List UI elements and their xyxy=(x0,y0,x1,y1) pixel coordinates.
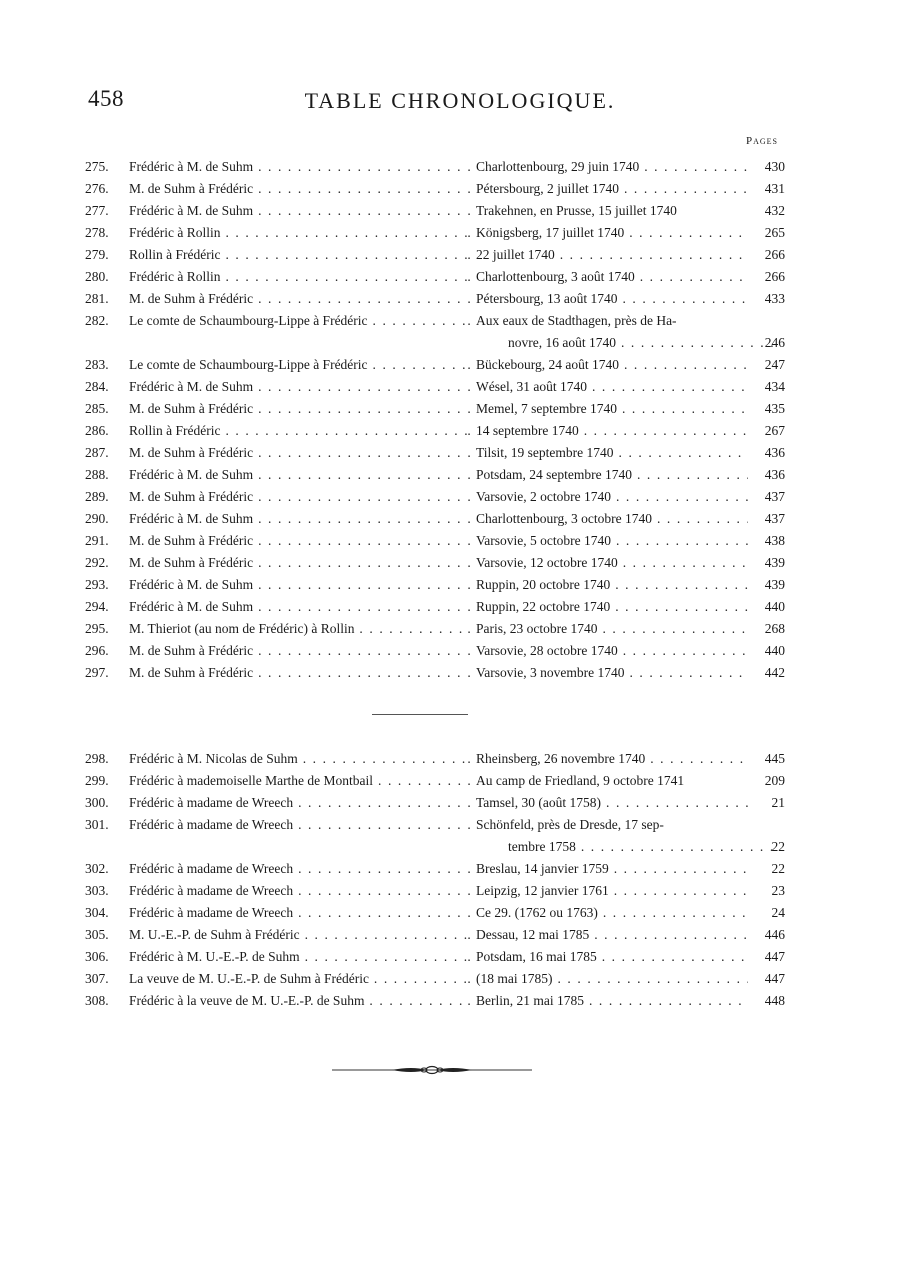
leader-dot: . xyxy=(467,751,471,766)
table-row xyxy=(85,990,785,1012)
page-ref: 23 xyxy=(771,883,785,898)
place-date: Tamsel, 30 (août 1758) . . . xyxy=(476,792,748,814)
place-date: Charlottenbourg, 3 octobre 1740 . . . xyxy=(476,508,748,530)
place-date: Pétersbourg, 13 août 1740 . . . xyxy=(476,288,748,310)
correspondents: Frédéric à madame de Wreech . . . xyxy=(129,858,467,880)
place-date: Schönfeld, près de Dresde, 17 sep- xyxy=(476,817,664,832)
table-row xyxy=(85,508,785,530)
table-row xyxy=(85,662,785,684)
place-date: Aux eaux de Stadthagen, près de Ha- xyxy=(476,313,677,328)
table-row xyxy=(85,288,785,310)
place-date-continuation: tembre 1758 . . . xyxy=(476,836,778,858)
page-ref: 266 xyxy=(764,269,785,284)
table-row xyxy=(85,770,785,792)
page-ref: 447 xyxy=(764,971,785,986)
leader-dot: . xyxy=(467,817,471,832)
place-date: Bückebourg, 24 août 1740 . . . xyxy=(476,354,748,376)
leader-dot: . xyxy=(467,883,471,898)
leader-dot: . xyxy=(467,773,471,788)
table-row xyxy=(85,574,785,596)
table-row-continuation xyxy=(85,836,785,858)
place-date: Tilsit, 19 septembre 1740 . . . xyxy=(476,442,748,464)
correspondents: M. U.-E.-P. de Suhm à Frédéric . . . xyxy=(129,924,467,946)
place-date: Ruppin, 22 octobre 1740 . . . xyxy=(476,596,748,618)
letter-number: 279. xyxy=(85,247,109,262)
place-date: Charlottenbourg, 29 juin 1740 . . . xyxy=(476,156,748,178)
leader-dot: . xyxy=(467,181,471,196)
table-row xyxy=(85,902,785,924)
letter-number: 276. xyxy=(85,181,109,196)
place-date: Memel, 7 septembre 1740 . . . xyxy=(476,398,748,420)
page-ref: 433 xyxy=(764,291,785,306)
table-row xyxy=(85,530,785,552)
page-ref: 246 xyxy=(764,335,785,350)
correspondents: Frédéric à la veuve de M. U.-E.-P. de Suhm . . . xyxy=(129,990,467,1012)
leader-dot: . xyxy=(467,511,471,526)
page-ref: 435 xyxy=(764,401,785,416)
leader-dot: . xyxy=(467,795,471,810)
correspondents: Rollin à Frédéric . . . xyxy=(129,420,467,442)
place-date-continuation: novre, 16 août 1740 . . . xyxy=(476,332,778,354)
page-ref: 440 xyxy=(764,643,785,658)
correspondents: Frédéric à M. de Suhm . . . xyxy=(129,508,467,530)
leader-dot: . xyxy=(467,159,471,174)
leader-dot: . xyxy=(467,269,471,284)
letter-number: 299. xyxy=(85,773,109,788)
table-row xyxy=(85,640,785,662)
letter-number: 303. xyxy=(85,883,109,898)
table-row xyxy=(85,354,785,376)
leader-dot: . xyxy=(467,533,471,548)
letter-number: 301. xyxy=(85,817,109,832)
place-date: Charlottenbourg, 3 août 1740 . . . xyxy=(476,266,748,288)
place-date: Königsberg, 17 juillet 1740 . . . xyxy=(476,222,748,244)
correspondents: Frédéric à M. de Suhm . . . xyxy=(129,574,467,596)
table-row xyxy=(85,792,785,814)
place-date: Potsdam, 16 mai 1785 . . . xyxy=(476,946,748,968)
table-row xyxy=(85,420,785,442)
page-ref: 247 xyxy=(764,357,785,372)
page-ref: 24 xyxy=(771,905,785,920)
leader-dot: . xyxy=(467,927,471,942)
leader-dot: . xyxy=(467,313,471,328)
leader-dot: . xyxy=(467,203,471,218)
correspondents: Frédéric à madame de Wreech . . . xyxy=(129,792,467,814)
place-date: Varsovie, 5 octobre 1740 . . . xyxy=(476,530,748,552)
ornament-icon xyxy=(332,1062,532,1078)
correspondents: M. de Suhm à Frédéric . . . xyxy=(129,178,467,200)
page-title: TABLE CHRONOLOGIQUE. xyxy=(304,88,616,113)
page-ref: 448 xyxy=(764,993,785,1008)
letter-number: 292. xyxy=(85,555,109,570)
letter-number: 278. xyxy=(85,225,109,240)
place-date: Trakehnen, en Prusse, 15 juillet 1740 xyxy=(476,203,677,218)
place-date: Dessau, 12 mai 1785 . . . xyxy=(476,924,748,946)
table-row-continuation xyxy=(85,332,785,354)
entries-block-2 xyxy=(85,748,785,1012)
table-row xyxy=(85,814,785,836)
letter-number: 290. xyxy=(85,511,109,526)
letter-number: 297. xyxy=(85,665,109,680)
leader-dot: . xyxy=(467,621,471,636)
correspondents: Rollin à Frédéric . . . xyxy=(129,244,467,266)
table-row xyxy=(85,222,785,244)
letter-number: 307. xyxy=(85,971,109,986)
place-date: Ruppin, 20 octobre 1740 . . . xyxy=(476,574,748,596)
letter-number: 289. xyxy=(85,489,109,504)
leader-dot: . xyxy=(467,489,471,504)
page-ref: 430 xyxy=(764,159,785,174)
place-date: Pétersbourg, 2 juillet 1740 . . . xyxy=(476,178,748,200)
place-date: Leipzig, 12 janvier 1761 . . . xyxy=(476,880,748,902)
page-ref: 442 xyxy=(764,665,785,680)
table-row xyxy=(85,310,785,332)
leader-dot: . xyxy=(467,905,471,920)
place-date: Varsovie, 3 novembre 1740 . . . xyxy=(476,662,748,684)
place-date: Ce 29. (1762 ou 1763) . . . xyxy=(476,902,748,924)
correspondents: Frédéric à madame de Wreech . . . xyxy=(129,880,467,902)
letter-number: 298. xyxy=(85,751,109,766)
letter-number: 293. xyxy=(85,577,109,592)
leader-dot: . xyxy=(467,225,471,240)
place-date: Varsovie, 28 octobre 1740 . . . xyxy=(476,640,748,662)
page-ref: 21 xyxy=(771,795,785,810)
table-row xyxy=(85,244,785,266)
correspondents: Frédéric à madame de Wreech . . . xyxy=(129,814,467,836)
table-row xyxy=(85,946,785,968)
letter-number: 277. xyxy=(85,203,109,218)
table-row xyxy=(85,398,785,420)
pages-column-label: Pages xyxy=(746,135,779,147)
correspondents: M. de Suhm à Frédéric . . . xyxy=(129,398,467,420)
correspondents: Le comte de Schaumbourg-Lippe à Frédéric . . . xyxy=(129,310,467,332)
page-ref: 431 xyxy=(764,181,785,196)
letter-number: 282. xyxy=(85,313,109,328)
leader-dot: . xyxy=(467,445,471,460)
correspondents: Frédéric à madame de Wreech . . . xyxy=(129,902,467,924)
table-row xyxy=(85,178,785,200)
table-row xyxy=(85,748,785,770)
table-row xyxy=(85,618,785,640)
correspondents: Frédéric à M. U.-E.-P. de Suhm . . . xyxy=(129,946,467,968)
letter-number: 306. xyxy=(85,949,109,964)
table-row xyxy=(85,464,785,486)
letter-number: 281. xyxy=(85,291,109,306)
table-row xyxy=(85,596,785,618)
leader-dot: . xyxy=(467,467,471,482)
leader-dot: . xyxy=(467,379,471,394)
letter-number: 305. xyxy=(85,927,109,942)
page-ref: 436 xyxy=(764,445,785,460)
letter-number: 285. xyxy=(85,401,109,416)
page-ref: 22 xyxy=(771,839,785,854)
letter-number: 284. xyxy=(85,379,109,394)
table-row xyxy=(85,200,785,222)
leader-dot: . xyxy=(467,423,471,438)
table-row xyxy=(85,156,785,178)
correspondents: M. Thieriot (au nom de Frédéric) à Rollin . . . xyxy=(129,618,467,640)
letter-number: 291. xyxy=(85,533,109,548)
place-date: Wésel, 31 août 1740 . . . xyxy=(476,376,748,398)
entries-block-1 xyxy=(85,156,785,684)
page-ref: 22 xyxy=(771,861,785,876)
leader-dot: . xyxy=(467,555,471,570)
place-date: Au camp de Friedland, 9 octobre 1741 xyxy=(476,773,685,788)
leader-dot: . xyxy=(467,357,471,372)
page-ref: 439 xyxy=(764,577,785,592)
letter-number: 280. xyxy=(85,269,109,284)
place-date: (18 mai 1785) . . . xyxy=(476,968,748,990)
page-number: 458 xyxy=(88,86,124,111)
page-ref: 438 xyxy=(764,533,785,548)
place-date: Breslau, 14 janvier 1759 . . . xyxy=(476,858,748,880)
page-ref: 440 xyxy=(764,599,785,614)
place-date: Varsovie, 12 octobre 1740 . . . xyxy=(476,552,748,574)
correspondents: M. de Suhm à Frédéric . . . xyxy=(129,552,467,574)
table-row xyxy=(85,880,785,902)
page-ref: 437 xyxy=(764,489,785,504)
leader-dot: . xyxy=(467,291,471,306)
correspondents: La veuve de M. U.-E.-P. de Suhm à Frédéric . . . xyxy=(129,968,467,990)
page-ref: 445 xyxy=(764,751,785,766)
table-row xyxy=(85,442,785,464)
page-ref: 447 xyxy=(764,949,785,964)
table-row xyxy=(85,266,785,288)
letter-number: 294. xyxy=(85,599,109,614)
correspondents: M. de Suhm à Frédéric . . . xyxy=(129,640,467,662)
correspondents: M. de Suhm à Frédéric . . . xyxy=(129,288,467,310)
table-row xyxy=(85,486,785,508)
letter-number: 287. xyxy=(85,445,109,460)
place-date: Berlin, 21 mai 1785 . . . xyxy=(476,990,748,1012)
correspondents: M. de Suhm à Frédéric . . . xyxy=(129,442,467,464)
correspondents: Frédéric à M. de Suhm . . . xyxy=(129,596,467,618)
correspondents: Le comte de Schaumbourg-Lippe à Frédéric . . . xyxy=(129,354,467,376)
correspondents: Frédéric à Rollin . . . xyxy=(129,222,467,244)
letter-number: 275. xyxy=(85,159,109,174)
leader-dot: . xyxy=(467,599,471,614)
correspondents: Frédéric à M. de Suhm . . . xyxy=(129,376,467,398)
page-ref: 432 xyxy=(764,203,785,218)
correspondents: M. de Suhm à Frédéric . . . xyxy=(129,530,467,552)
page-ref: 209 xyxy=(764,773,785,788)
place-date: 22 juillet 1740 . . . xyxy=(476,244,748,266)
correspondents: M. de Suhm à Frédéric . . . xyxy=(129,662,467,684)
table-row xyxy=(85,968,785,990)
letter-number: 296. xyxy=(85,643,109,658)
correspondents: Frédéric à Rollin . . . xyxy=(129,266,467,288)
table-row xyxy=(85,858,785,880)
leader-dot: . xyxy=(467,401,471,416)
table-row xyxy=(85,376,785,398)
correspondents: M. de Suhm à Frédéric . . . xyxy=(129,486,467,508)
correspondents: Frédéric à mademoiselle Marthe de Montbail . . . xyxy=(129,770,467,792)
correspondents: Frédéric à M. Nicolas de Suhm . . . xyxy=(129,748,467,770)
correspondents: Frédéric à M. de Suhm . . . xyxy=(129,156,467,178)
page-ref: 266 xyxy=(764,247,785,262)
leader-dot: . xyxy=(467,861,471,876)
page-ref: 436 xyxy=(764,467,785,482)
letter-number: 283. xyxy=(85,357,109,372)
letter-number: 288. xyxy=(85,467,109,482)
leader-dot: . xyxy=(467,971,471,986)
place-date: Paris, 23 octobre 1740 . . . xyxy=(476,618,748,640)
correspondents: Frédéric à M. de Suhm . . . xyxy=(129,464,467,486)
page-ref: 268 xyxy=(764,621,785,636)
leader-dot: . xyxy=(467,949,471,964)
correspondents: Frédéric à M. de Suhm . . . xyxy=(129,200,467,222)
letter-number: 304. xyxy=(85,905,109,920)
letter-number: 286. xyxy=(85,423,109,438)
leader-dot: . xyxy=(467,993,471,1008)
page-ref: 439 xyxy=(764,555,785,570)
place-date: 14 septembre 1740 . . . xyxy=(476,420,748,442)
leader-dot: . xyxy=(467,643,471,658)
page-ref: 446 xyxy=(764,927,785,942)
letter-number: 302. xyxy=(85,861,109,876)
section-divider xyxy=(372,714,468,715)
leader-dot: . xyxy=(467,247,471,262)
table-row xyxy=(85,552,785,574)
table-row xyxy=(85,924,785,946)
page-ref: 437 xyxy=(764,511,785,526)
page-ref: 434 xyxy=(764,379,785,394)
leader-dot: . xyxy=(467,577,471,592)
letter-number: 308. xyxy=(85,993,109,1008)
place-date: Rheinsberg, 26 novembre 1740 . . . xyxy=(476,748,748,770)
place-date: Varsovie, 2 octobre 1740 . . . xyxy=(476,486,748,508)
page-ref: 267 xyxy=(764,423,785,438)
leader-dot: . xyxy=(467,665,471,680)
place-date: Potsdam, 24 septembre 1740 . . . xyxy=(476,464,748,486)
letter-number: 295. xyxy=(85,621,109,636)
page-ref: 265 xyxy=(764,225,785,240)
letter-number: 300. xyxy=(85,795,109,810)
